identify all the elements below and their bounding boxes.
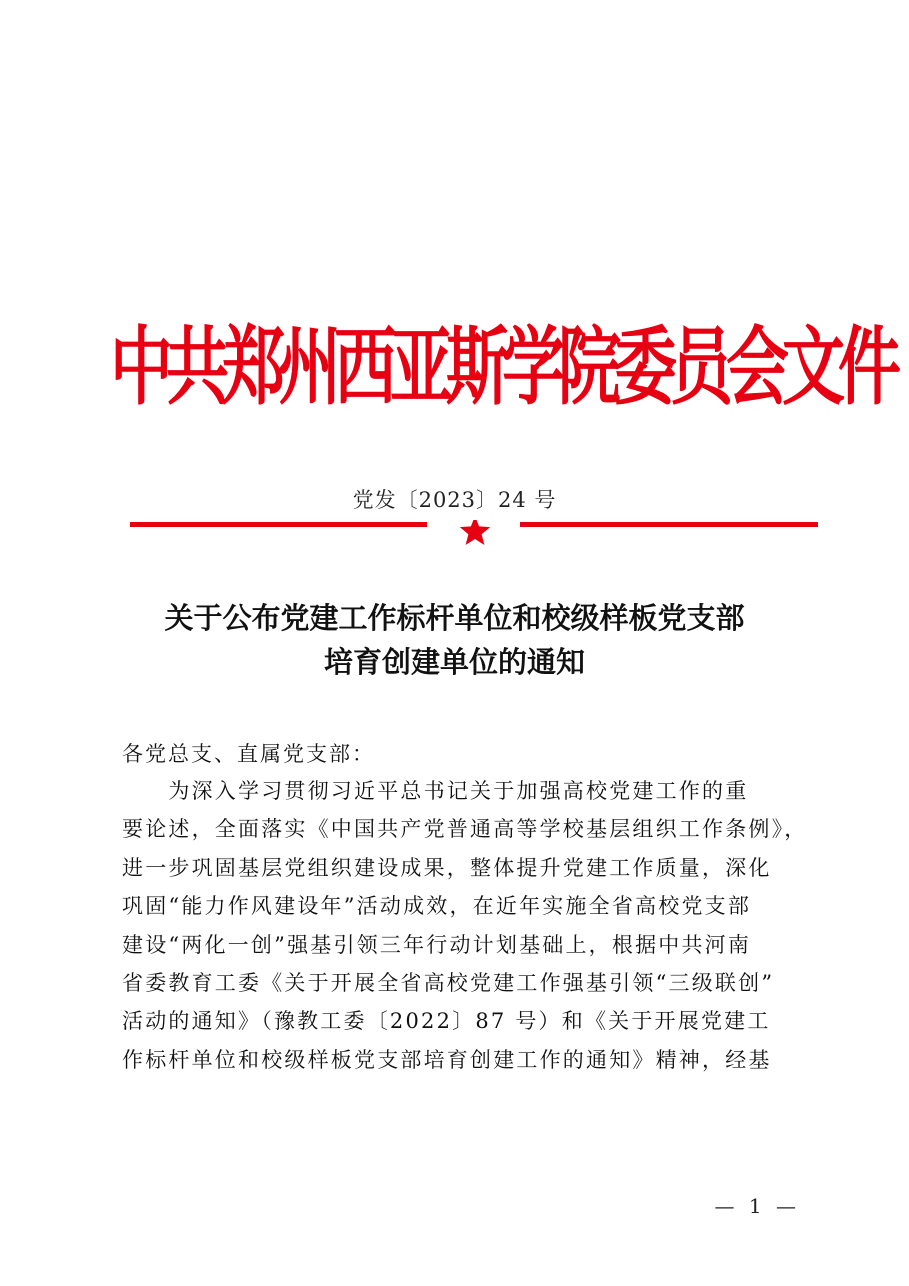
document-number: 党发〔2023〕24 号 [352, 488, 557, 512]
left-red-rule [130, 522, 427, 527]
body-line: 作标杆单位和校级样板党支部培育创建工作的通知》精神，经基 [122, 1047, 772, 1072]
body-line: 进一步巩固基层党组织建设成果，整体提升党建工作质量，深化 [122, 855, 772, 880]
document-title [100, 596, 809, 684]
red-header-title: 中共郑州西亚斯学院委员会文件 [110, 318, 894, 417]
salutation: 各党总支、直属党支部： [122, 742, 375, 766]
title-line: 关于公布党建工作标杆单位和校级样板党支部 [164, 601, 745, 635]
body-line: 建设“两化一创”强基引领三年行动计划基础上，根据中共河南 [122, 932, 752, 957]
body-line: 为深入学习贯彻习近平总书记关于加强高校党建工作的重 [122, 779, 749, 803]
page-number: — 1 — [714, 1194, 800, 1218]
title-line: 培育创建单位的通知 [323, 645, 585, 679]
body-line: 巩固“能力作风建设年”活动成效，在近年实施全省高校党支部 [122, 894, 752, 919]
body-line: 要论述，全面落实《中国共产党普通高等学校基层组织工作条例》， [122, 817, 808, 842]
red-separator [0, 520, 909, 550]
right-red-rule [520, 522, 818, 527]
body-paragraph [122, 772, 812, 1079]
star-icon [460, 520, 490, 545]
body-line: 省委教育工委《关于开展全省高校党建工作强基引领“三级联创” [122, 970, 775, 995]
body-line: 活动的通知》（豫教工委〔2022〕87 号）和《关于开展党建工 [122, 1009, 771, 1034]
